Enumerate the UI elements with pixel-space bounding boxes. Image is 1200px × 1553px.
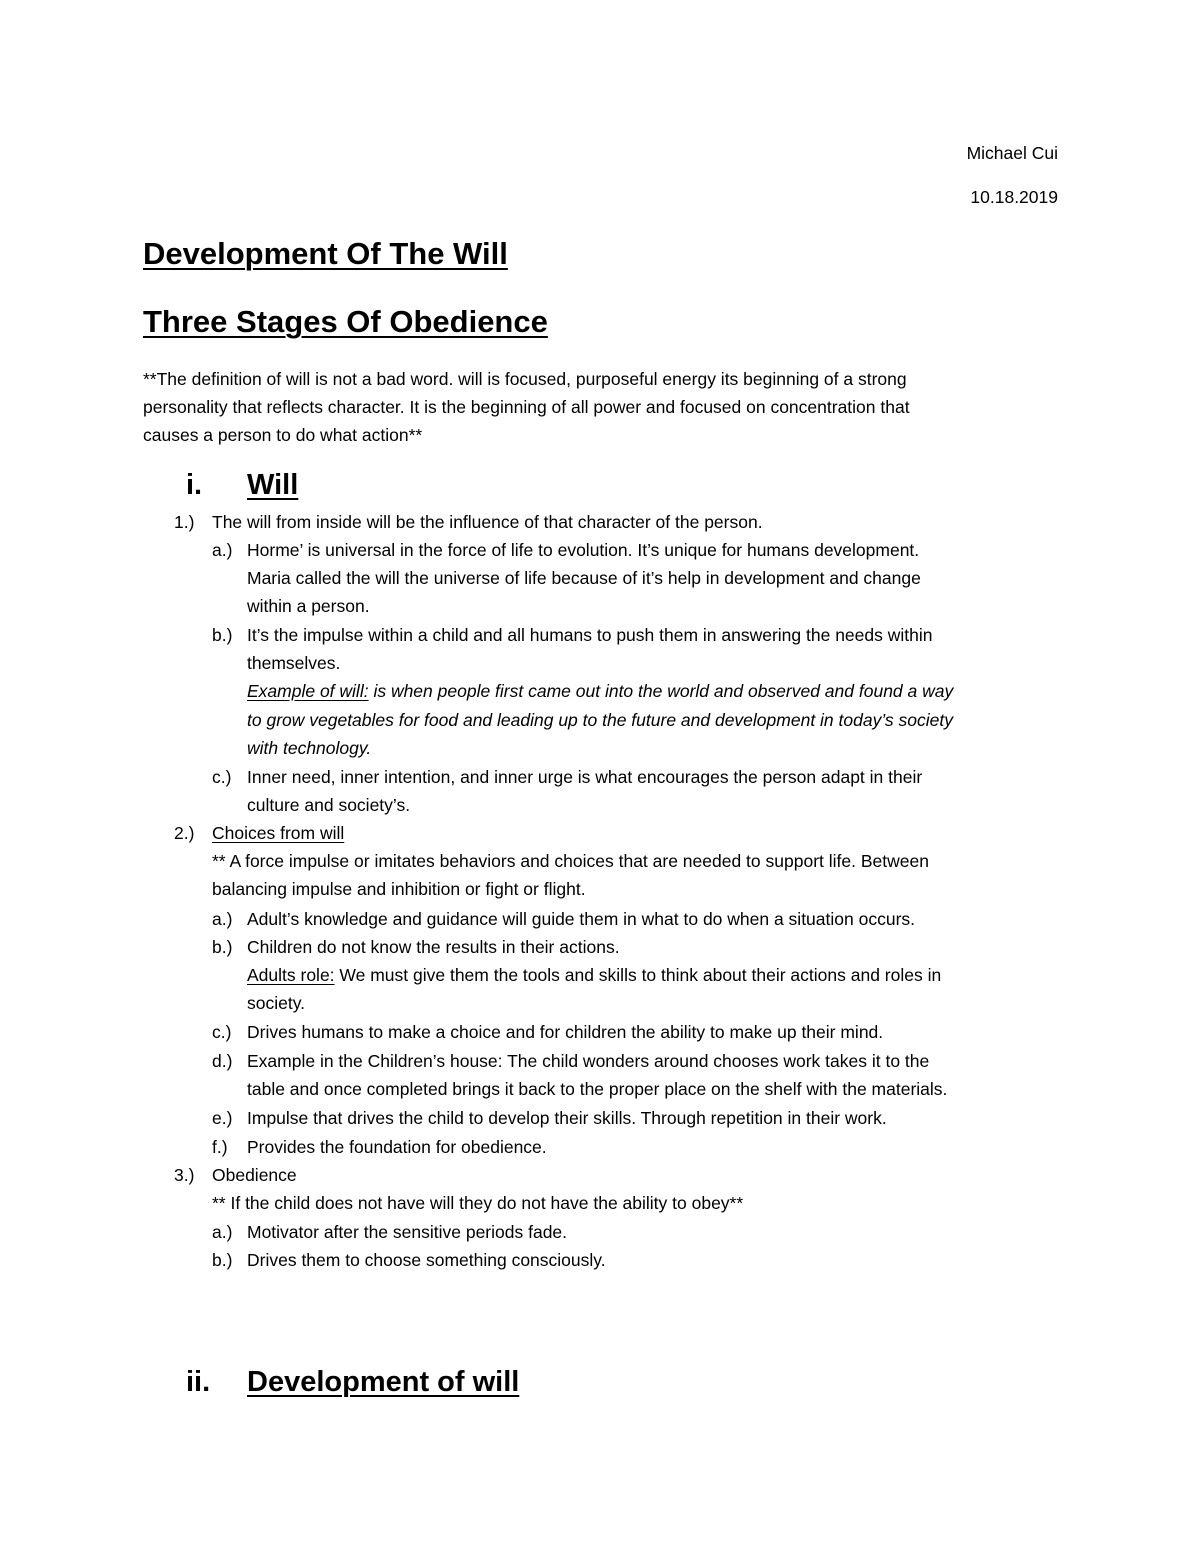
sublist-item: Motivator after the sensitive periods fade. — [247, 1222, 568, 1242]
sublist-item: within a person. — [247, 596, 370, 616]
section-numeral: i. — [186, 469, 203, 501]
example-label: Example of will: — [247, 681, 369, 701]
example-line — [247, 677, 953, 705]
role-line — [247, 961, 941, 989]
sublist-item: Example in the Children’s house: The child wonders around chooses work takes it to the — [247, 1051, 930, 1071]
role-line: society. — [247, 993, 306, 1013]
example-line: to grow vegetables for food and leading up to the future and development in today’s society — [247, 710, 953, 730]
section-title: Will — [247, 469, 299, 501]
note-line: balancing impulse and inhibition or fight or flight. — [212, 879, 586, 899]
list-label: 3.) — [174, 1165, 195, 1185]
sublist-item: Children do not know the results in their actions. — [247, 937, 620, 957]
sublist-label: b.) — [212, 1250, 233, 1270]
list-label: 1.) — [174, 512, 195, 532]
author-name: Michael Cui — [966, 143, 1058, 163]
example-text: is when people first came out into the world and observed and found a way — [368, 681, 954, 701]
list-item: The will from inside will be the influence of that character of the person. — [212, 512, 763, 532]
sublist-label: b.) — [212, 937, 233, 957]
sublist-label: a.) — [212, 909, 233, 929]
intro-line: personality that reflects character. It is the beginning of all power and focused on concentration that — [143, 397, 910, 417]
sublist-item: themselves. — [247, 653, 341, 673]
sublist-item: Drives humans to make a choice and for children the ability to make up their mind. — [247, 1022, 884, 1042]
section-numeral: ii. — [186, 1366, 211, 1398]
sublist-item: table and once completed brings it back to the proper place on the shelf with the materials. — [247, 1079, 948, 1099]
sublist-item: Adult’s knowledge and guidance will guide them in what to do when a situation occurs. — [247, 909, 916, 929]
intro-line: causes a person to do what action** — [143, 425, 423, 445]
sublist-item: It’s the impulse within a child and all humans to push them in answering the needs within — [247, 625, 933, 645]
sublist-label: a.) — [212, 540, 233, 560]
note-line: ** If the child does not have will they do not have the ability to obey** — [212, 1193, 744, 1213]
role-label: Adults role: — [247, 965, 335, 985]
sublist-label: c.) — [212, 767, 232, 787]
note-line: ** A force impulse or imitates behaviors and choices that are needed to support life. Between — [212, 851, 929, 871]
sublist-label: b.) — [212, 625, 233, 645]
list-item: Obedience — [212, 1165, 297, 1185]
sublist-label: e.) — [212, 1108, 233, 1128]
sublist-label: a.) — [212, 1222, 233, 1242]
sublist-item: Maria called the will the universe of life because of it’s help in development and change — [247, 568, 921, 588]
example-line: with technology. — [247, 738, 372, 758]
sublist-item: culture and society’s. — [247, 795, 411, 815]
sublist-label: c.) — [212, 1022, 232, 1042]
document-title: Development Of The Will — [143, 236, 508, 271]
sublist-label: d.) — [212, 1051, 233, 1071]
document-date: 10.18.2019 — [970, 187, 1058, 207]
role-text: We must give them the tools and skills to think about their actions and roles in — [334, 965, 942, 985]
list-label: 2.) — [174, 823, 195, 843]
sublist-item: Provides the foundation for obedience. — [247, 1137, 547, 1157]
document-subtitle: Three Stages Of Obedience — [143, 304, 548, 339]
sublist-item: Drives them to choose something consciously. — [247, 1250, 606, 1270]
sublist-item: Horme’ is universal in the force of life to evolution. It’s unique for humans development. — [247, 540, 920, 560]
list-item: Choices from will — [212, 823, 345, 843]
sublist-label: f.) — [212, 1137, 228, 1157]
intro-line: **The definition of will is not a bad word. will is focused, purposeful energy its beginning of a strong — [143, 369, 907, 389]
section-title: Development of will — [247, 1366, 520, 1398]
sublist-item: Impulse that drives the child to develop their skills. Through repetition in their work. — [247, 1108, 887, 1128]
sublist-item: Inner need, inner intention, and inner urge is what encourages the person adapt in their — [247, 767, 923, 787]
